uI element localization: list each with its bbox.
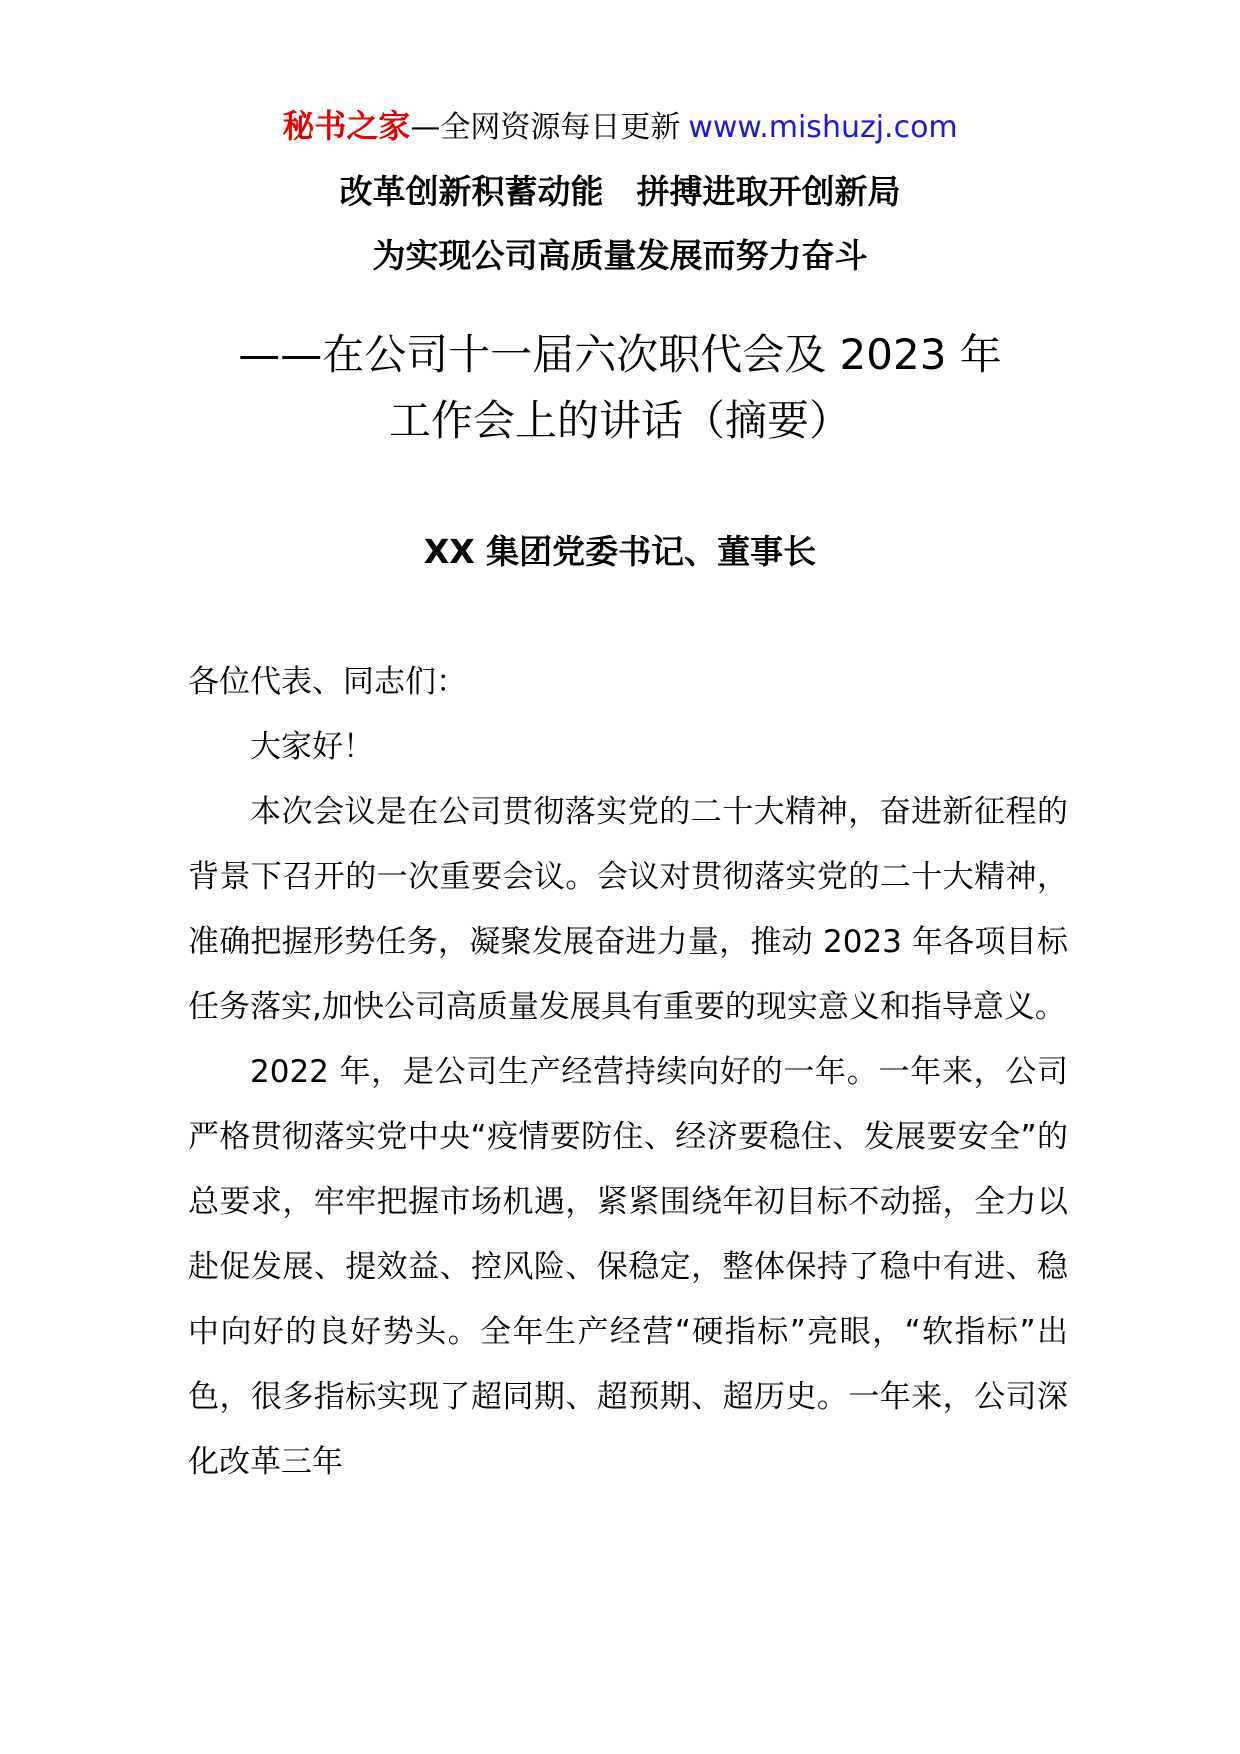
speech-body	[188, 650, 1068, 1495]
document-subtitle-line-2: 工作会上的讲话（摘要）	[388, 396, 851, 445]
site-url-link[interactable]: www.mishuzj.com	[688, 110, 958, 145]
site-slogan: —全网资源每日更新	[410, 110, 681, 145]
body-paragraph-1: 本次会议是在公司贯彻落实党的二十大精神，奋进新征程的背景下召开的一次重要会议。会议对贯彻落实党的二十大精神，准确把握形势任务，凝聚发展奋进力量，推动 2023 年各项目标任务落实,加快公司高质量发展具有重要的现实意义和指导意义。	[188, 794, 1068, 1025]
document-subtitle-line-1: ——在公司十一届六次职代会及 2023 年	[238, 330, 1002, 379]
body-paragraph-2: 2022 年，是公司生产经营持续向好的一年。一年来，公司严格贯彻落实党中央“疫情要防住、经济要稳住、发展要安全”的总要求，牢牢把握市场机遇，紧紧围绕年初目标不动摇，全力以赴促发展、提效益、控风险、保稳定，整体保持了稳中有进、稳中向好的良好势头。全年生产经营“硬指标”亮眼，“软指标”出色，很多指标实现了超同期、超预期、超历史。一年来，公司深化改革三年	[188, 1054, 1068, 1480]
salutation: 各位代表、同志们：	[188, 664, 467, 700]
document-title-line-1: 改革创新积蓄动能 拼搏进取开创新局	[339, 172, 901, 211]
speaker-title: XX 集团党委书记、董事长	[423, 532, 817, 571]
greeting: 大家好！	[250, 729, 374, 765]
site-brand: 秘书之家	[282, 107, 411, 145]
document-title-line-2: 为实现公司高质量发展而努力奋斗	[372, 236, 868, 275]
site-header	[0, 102, 1240, 150]
